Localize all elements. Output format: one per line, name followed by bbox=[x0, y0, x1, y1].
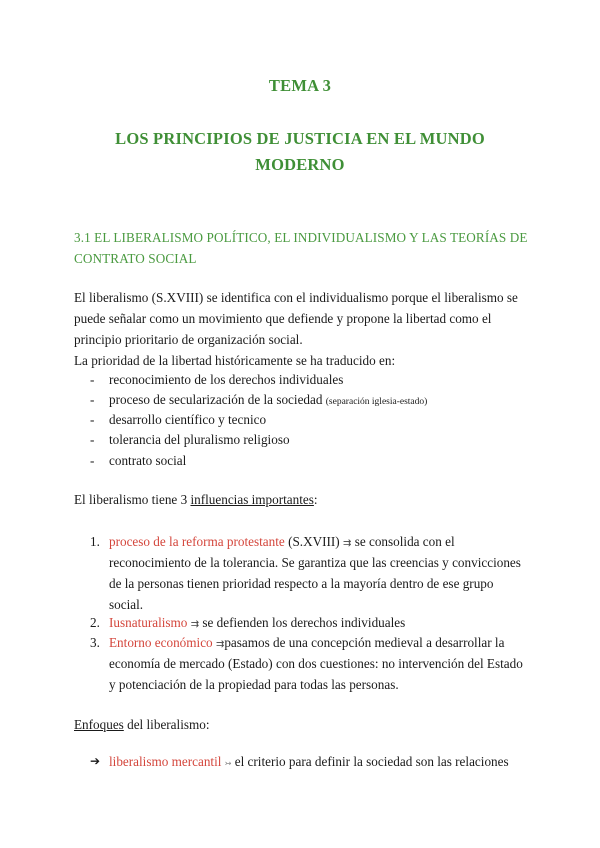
double-arrow-icon: ⇉ bbox=[215, 639, 225, 650]
section-heading bbox=[74, 227, 534, 269]
enfoques-sentence bbox=[74, 714, 210, 735]
numbered-item-line bbox=[109, 531, 455, 554]
influences-underlined: influencias importantes bbox=[190, 492, 314, 507]
intro-line2: puede señalar como un movimiento que defiende y propone la libertad como el bbox=[74, 311, 492, 326]
chapter-title-line2: MODERNO bbox=[255, 155, 345, 174]
arrow-list-item bbox=[109, 751, 509, 774]
list-item-note: (separación iglesia-estado) bbox=[325, 397, 428, 407]
double-arrow-icon: ⇉ bbox=[343, 538, 352, 549]
numbered-item-line: economía de mercado (Estado) con dos cuestiones: no intervención del Estado bbox=[109, 656, 523, 671]
approach-term: liberalismo mercantil bbox=[109, 754, 222, 769]
dash-marker: - bbox=[90, 372, 95, 387]
dash-marker: - bbox=[90, 453, 95, 468]
enfoques-suffix: del liberalismo: bbox=[123, 717, 210, 732]
intro-line4: La prioridad de la libertad históricamente se ha traducido en: bbox=[74, 353, 396, 368]
list-number: 2. bbox=[90, 615, 100, 630]
section-heading-line1: 3.1 EL LIBERALISMO POLÍTICO, EL INDIVIDUALISMO Y LAS TEORÍAS DE bbox=[74, 230, 528, 245]
section-heading-line2: CONTRATO SOCIAL bbox=[74, 251, 197, 266]
arrow-connector-icon: ↣ bbox=[224, 759, 232, 768]
intro-line3: principio prioritario de organización social. bbox=[74, 332, 303, 347]
numbered-item-line: social. bbox=[109, 597, 144, 612]
numbered-item-line: reconocimiento de la tolerancia. Se garantiza que las creencias y convicciones bbox=[109, 555, 521, 570]
list-item-text: proceso de secularización de la sociedad bbox=[109, 392, 323, 407]
list-item: desarrollo científico y tecnico bbox=[109, 412, 267, 427]
list-item: reconocimiento de los derechos individuales bbox=[109, 372, 344, 387]
approach-text: el criterio para definir la sociedad son las relaciones bbox=[231, 754, 509, 769]
intro-line1: El liberalismo (S.XVIII) se identifica con el individualismo porque el liberalismo se bbox=[74, 290, 518, 305]
influences-prefix: El liberalismo tiene 3 bbox=[74, 492, 191, 507]
influence-text: pasamos de una concepción medieval a desarrollar la bbox=[224, 635, 505, 650]
list-number: 1. bbox=[90, 534, 100, 549]
numbered-item-line bbox=[109, 632, 504, 655]
influence-text: se defienden los derechos individuales bbox=[199, 615, 406, 630]
influence-term: proceso de la reforma protestante bbox=[109, 534, 285, 549]
influences-suffix: : bbox=[313, 492, 318, 507]
document-title: TEMA 3 bbox=[268, 76, 332, 95]
numbered-item-line: y potenciación de la propiedad para todas las personas. bbox=[109, 677, 399, 692]
chapter-title-line1: LOS PRINCIPIOS DE JUSTICIA EN EL MUNDO bbox=[115, 129, 485, 148]
influence-term: Entorno económico bbox=[109, 635, 213, 650]
influences-sentence bbox=[74, 489, 318, 510]
dash-marker: - bbox=[90, 392, 95, 407]
influence-term: Iusnaturalismo bbox=[109, 615, 188, 630]
dash-marker: - bbox=[90, 432, 95, 447]
enfoques-underlined: Enfoques bbox=[74, 717, 124, 732]
influence-text: se consolida con el bbox=[351, 534, 455, 549]
intro-paragraph bbox=[74, 287, 544, 371]
arrow-bullet-icon: ➔ bbox=[90, 754, 101, 768]
list-item: contrato social bbox=[109, 453, 187, 468]
dash-marker: - bbox=[90, 412, 95, 427]
double-arrow-icon: ⇉ bbox=[190, 619, 200, 630]
influence-date: (S.XVIII) bbox=[284, 534, 343, 549]
list-item: tolerancia del pluralismo religioso bbox=[109, 432, 290, 447]
list-number: 3. bbox=[90, 635, 100, 650]
numbered-item-line: de la personas tienen prioridad respecto a la mayoría dentro de ese grupo bbox=[109, 576, 494, 591]
